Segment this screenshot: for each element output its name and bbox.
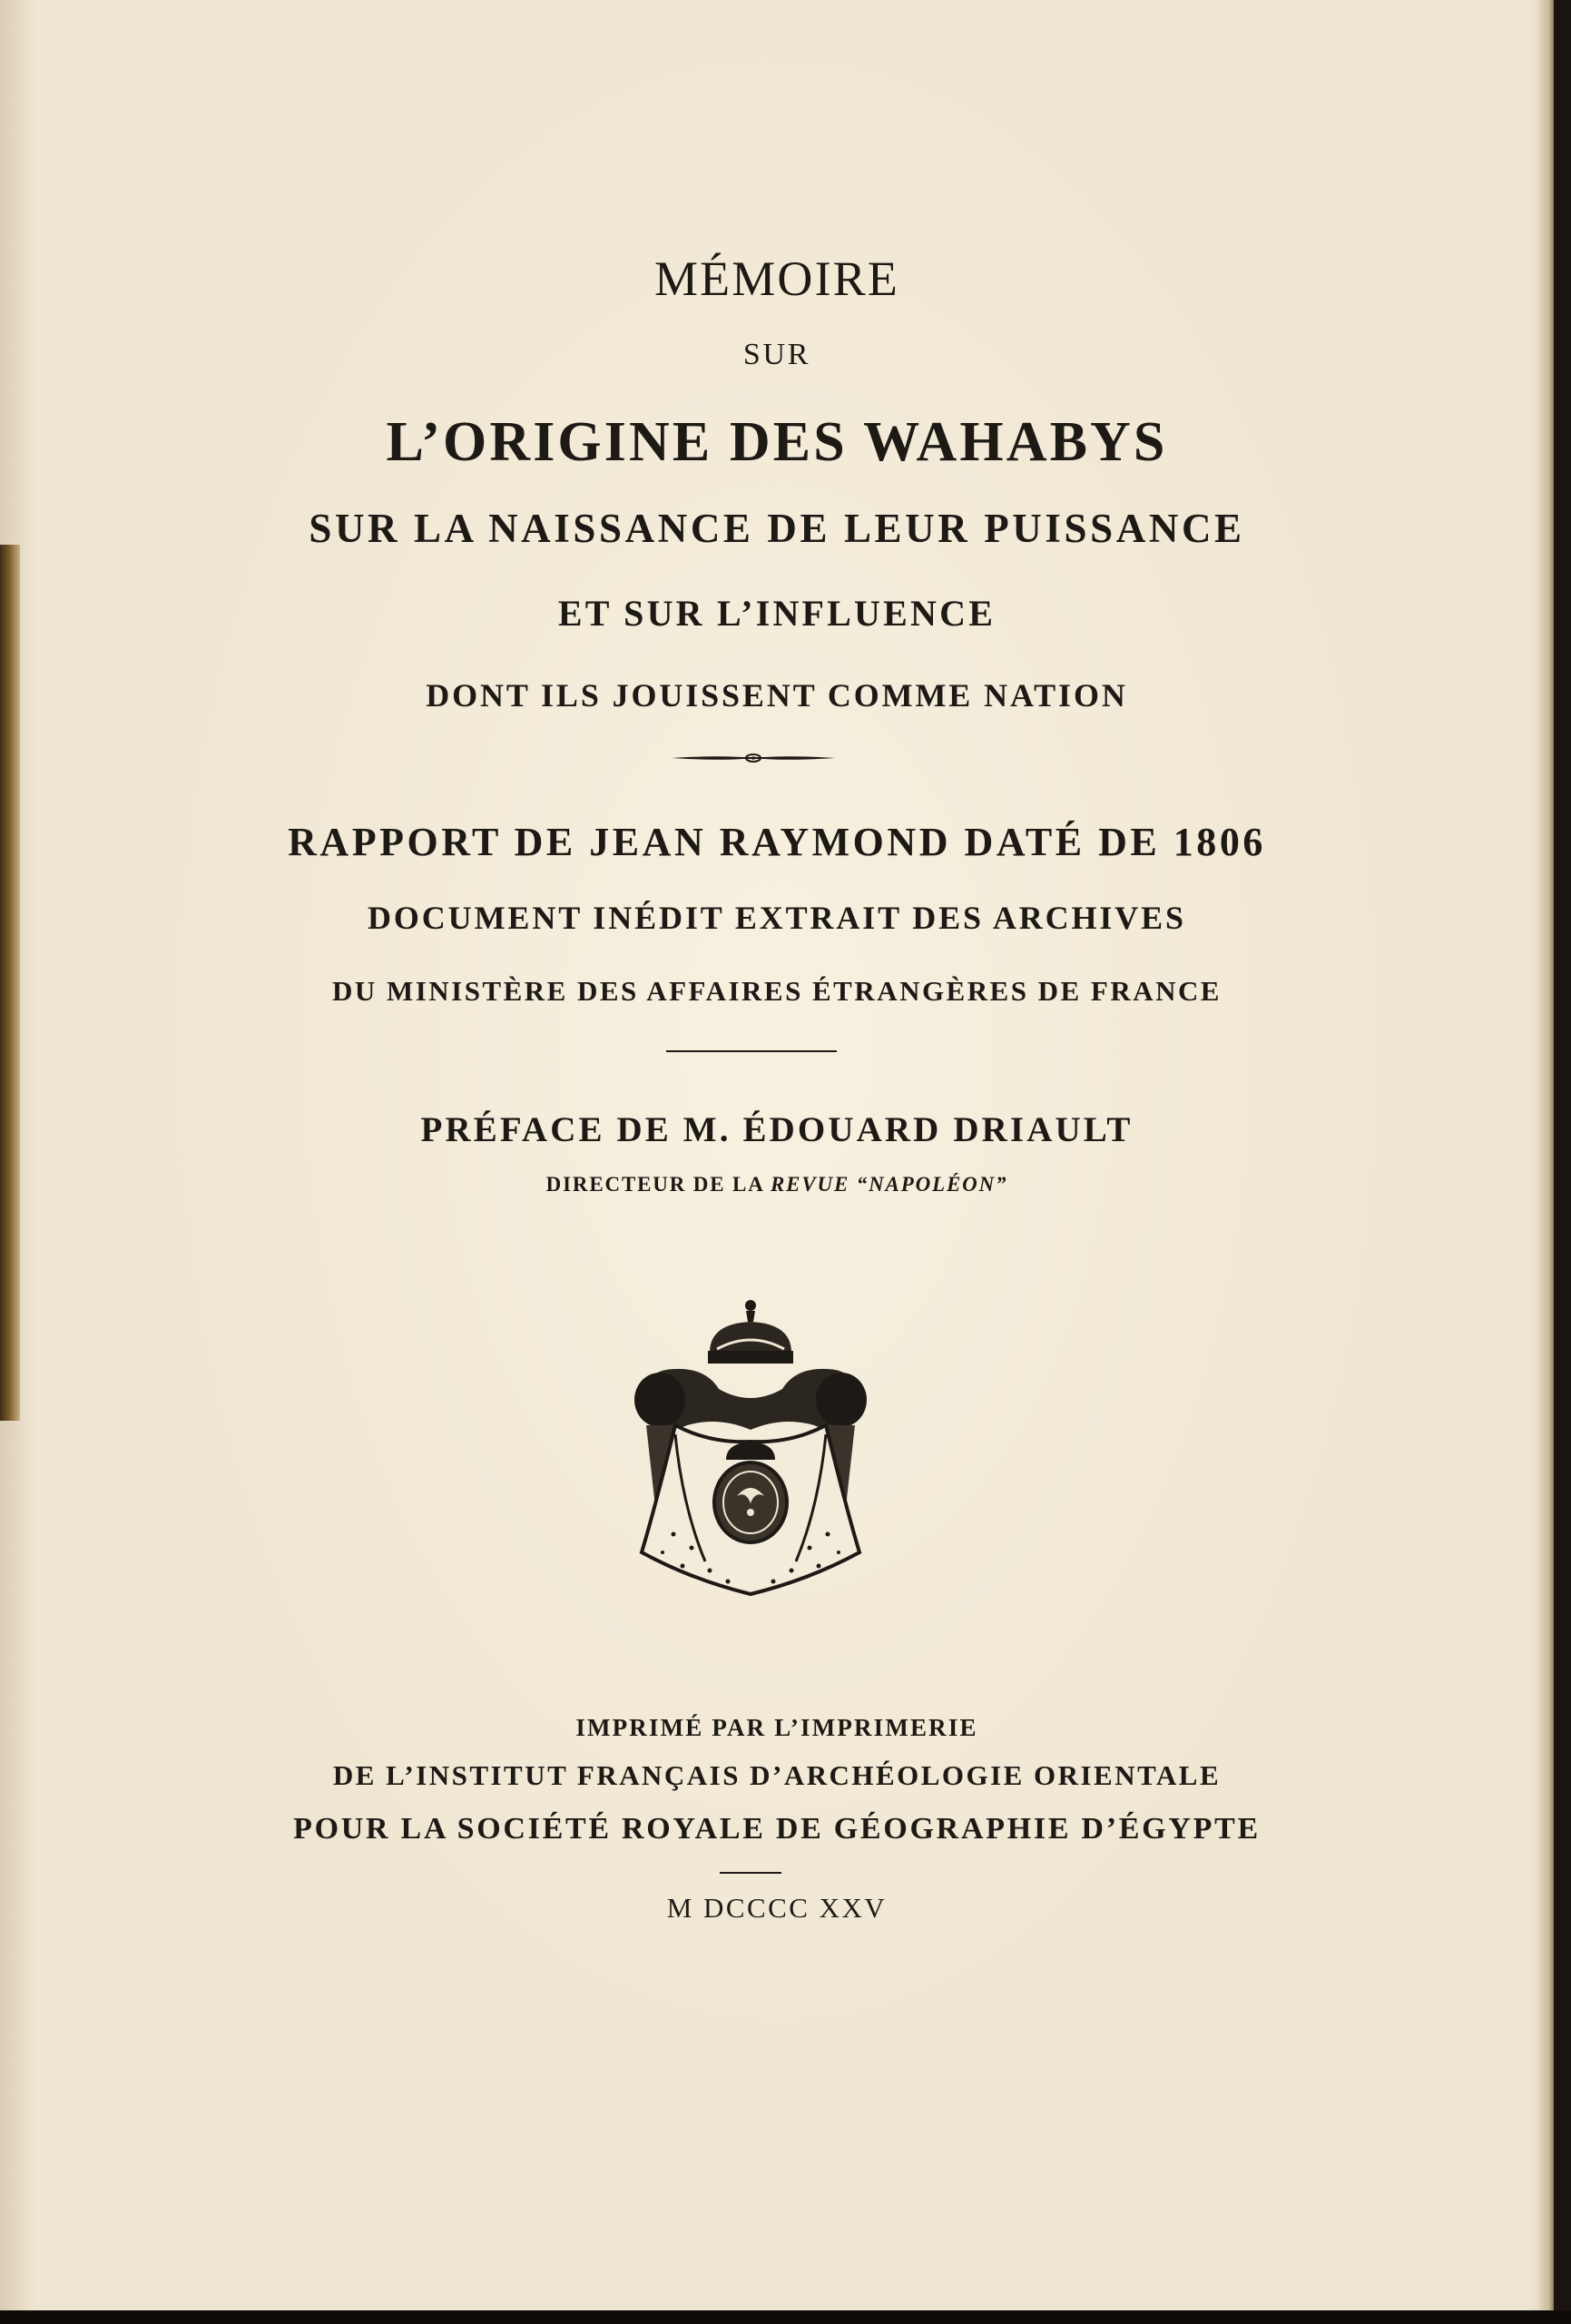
subtitle-naissance: SUR LA NAISSANCE DE LEUR PUISSANCE (309, 506, 1245, 551)
imprint-line-3: POUR LA SOCIÉTÉ ROYALE DE GÉOGRAPHIE D’ÉGYPTE (293, 1812, 1261, 1846)
divider-rule (666, 1050, 837, 1052)
subtitle-nation: DONT ILS JOUISSENT COMME NATION (426, 677, 1128, 714)
report-document: DOCUMENT INÉDIT EXTRAIT DES ARCHIVES (368, 900, 1186, 936)
imprint-line-1: IMPRIMÉ PAR L’IMPRIMERIE (575, 1714, 978, 1741)
royal-coat-of-arms-icon (619, 1298, 882, 1598)
report-ministere: DU MINISTÈRE DES AFFAIRES ÉTRANGÈRES DE FRANCE (332, 975, 1222, 1007)
preface-director (0, 1173, 1554, 1196)
publication-year: M DCCCC XXV (666, 1892, 888, 1924)
ornamental-rule-icon (670, 752, 837, 764)
review-name: REVUE “NAPOLÉON” (770, 1173, 1008, 1196)
title-memoire: MÉMOIRE (653, 251, 900, 306)
director-prefix: DIRECTEUR DE LA (545, 1173, 771, 1196)
title-main: L’ORIGINE DES WAHABYS (386, 411, 1168, 473)
report-title: RAPPORT DE JEAN RAYMOND DATÉ DE 1806 (288, 820, 1266, 864)
subtitle-influence: ET SUR L’INFLUENCE (557, 593, 997, 634)
preface-author: PRÉFACE DE M. ÉDOUARD DRIAULT (420, 1110, 1134, 1149)
scan-border (0, 2310, 1571, 2324)
imprint-line-2: DE L’INSTITUT FRANÇAIS D’ARCHÉOLOGIE ORIENTALE (332, 1759, 1222, 1791)
short-divider-rule (720, 1872, 781, 1874)
title-sur: SUR (742, 338, 811, 371)
